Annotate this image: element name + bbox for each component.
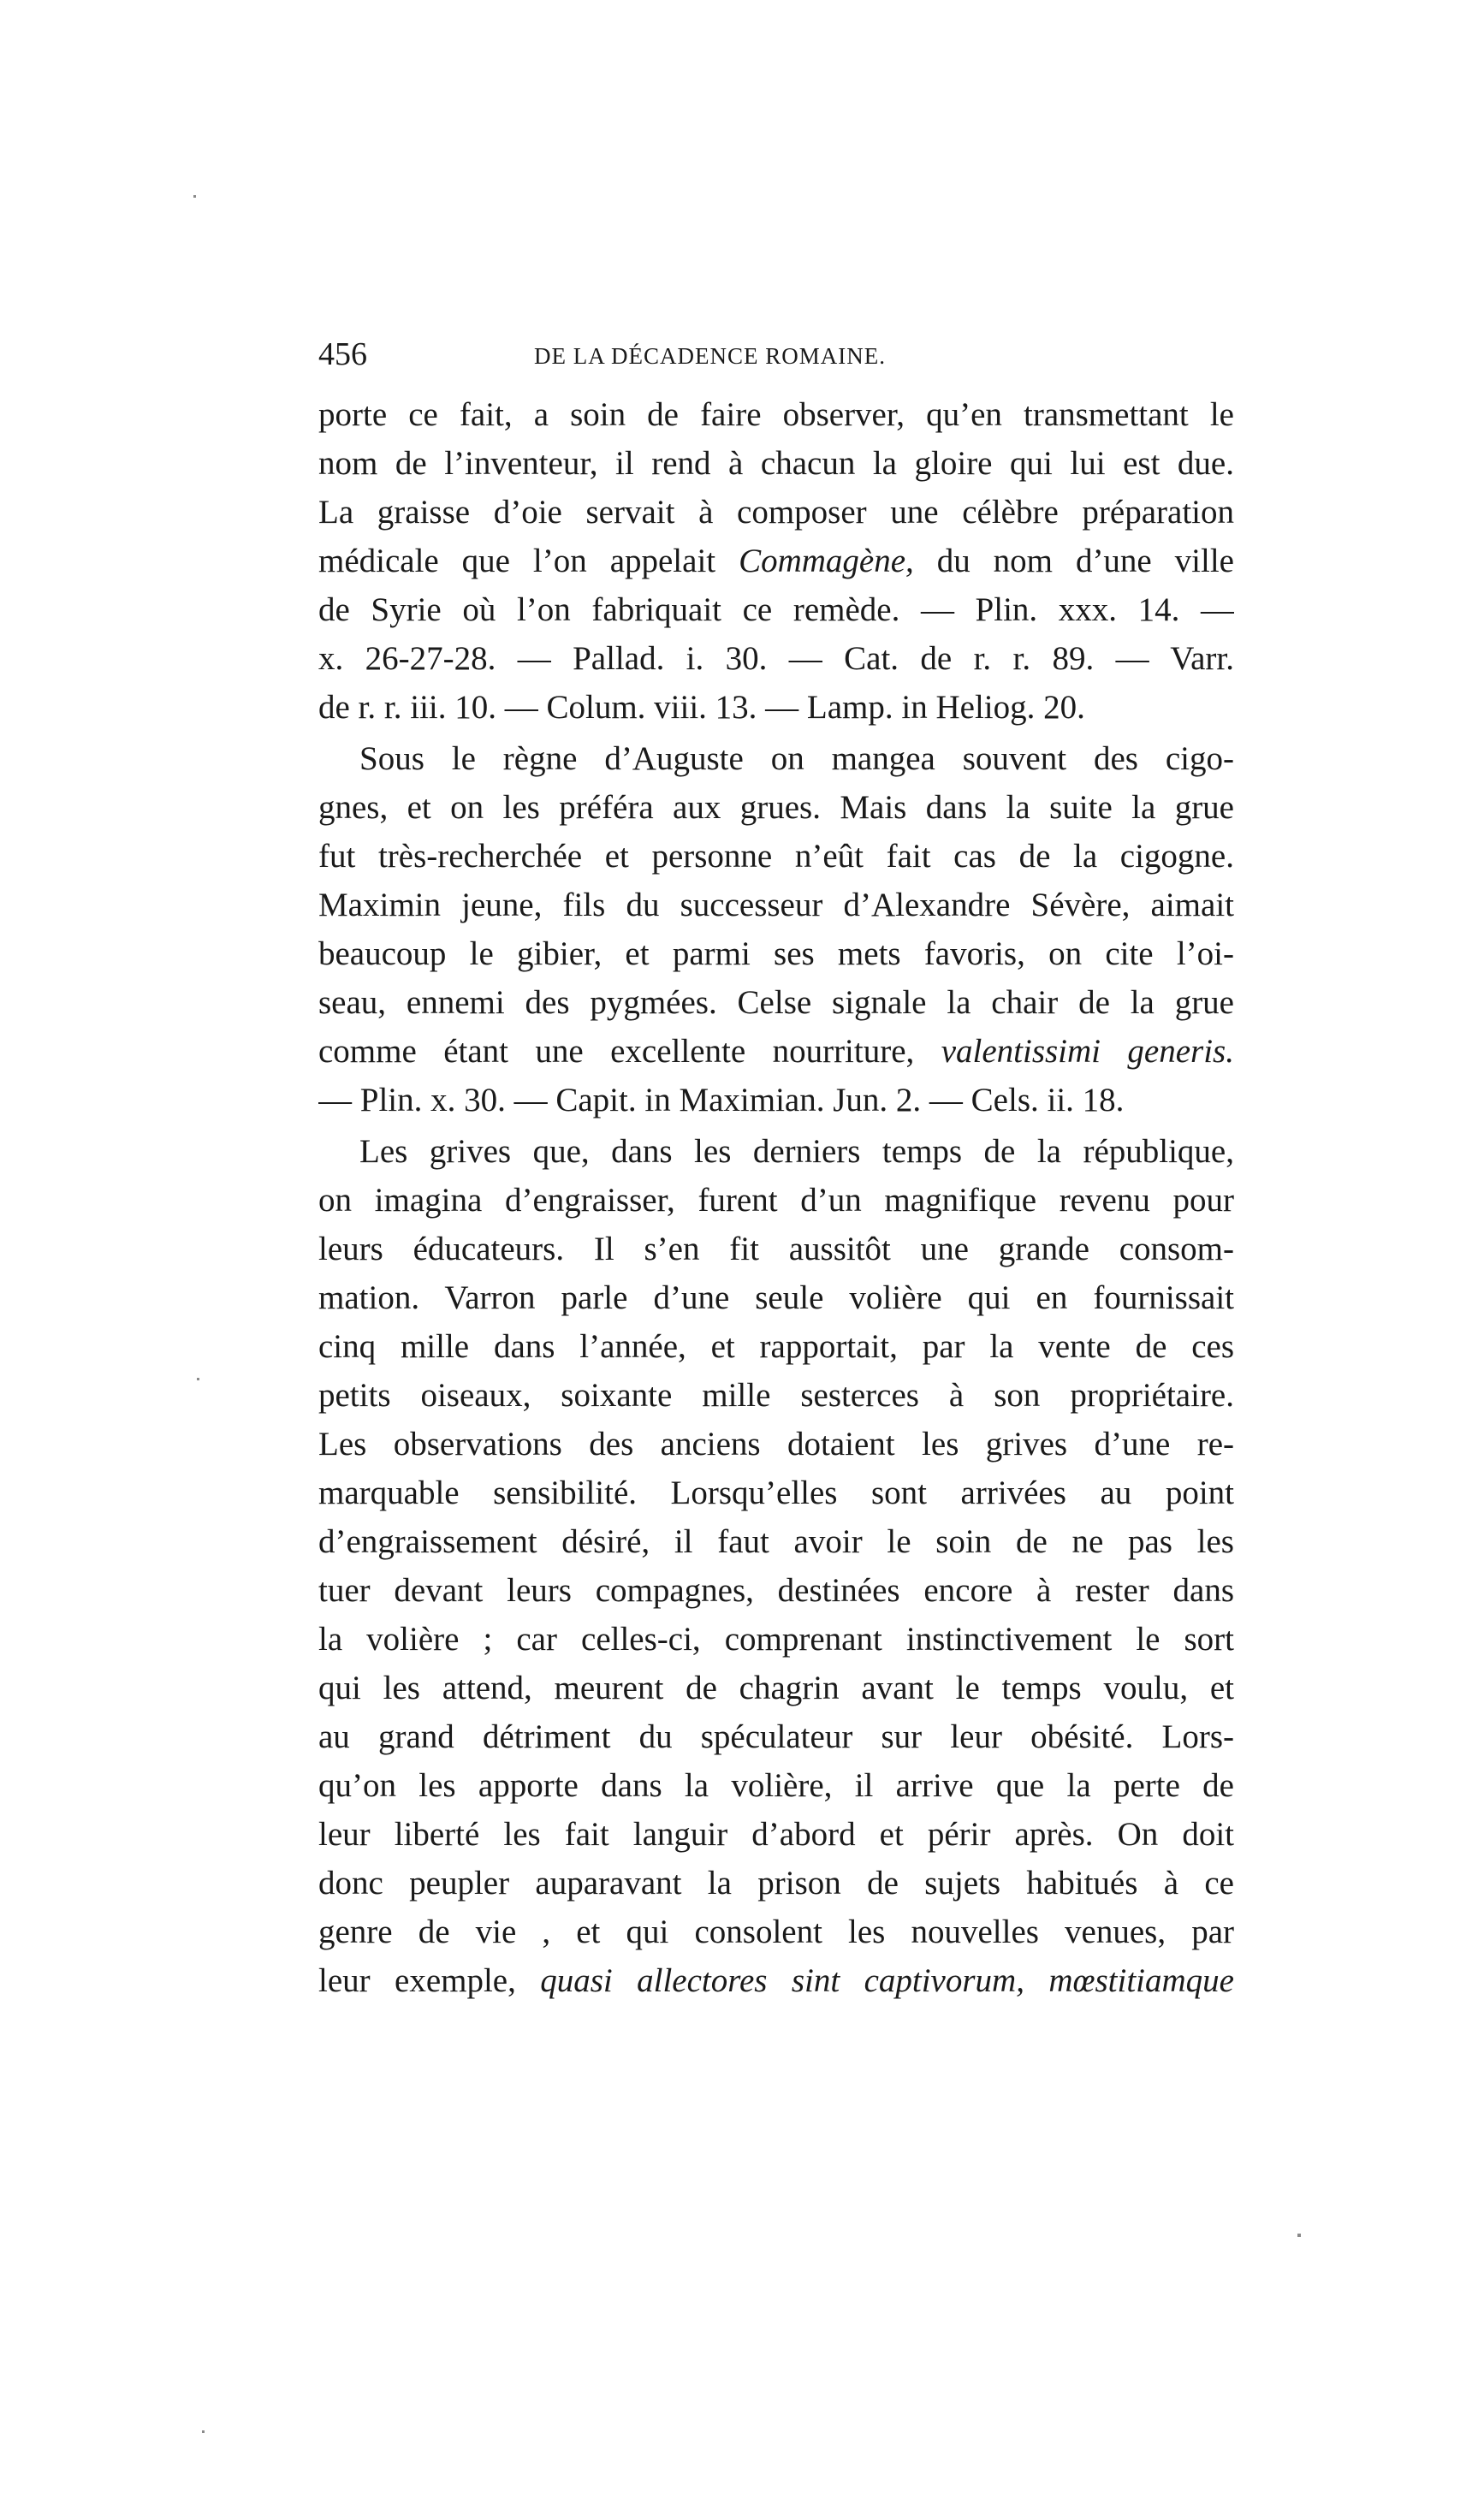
text-line — [318, 439, 1234, 488]
text-segment: de r. r. iii. 10. — Colum. viii. 13. — Lamp. in Heliog. 20. — [318, 689, 1085, 726]
text-segment: marquable sensibilité. Lorsqu’elles sont arrivées au point — [318, 1474, 1234, 1511]
paragraph — [318, 390, 1234, 732]
text-segment: La graisse d’oie servait à composer une célèbre préparation — [318, 494, 1234, 531]
text-segment: donc peupler auparavant la prison de sujets habitués à ce — [318, 1865, 1234, 1902]
text-segment: porte ce fait, a soin de faire observer, qu’en transmettant le — [318, 396, 1234, 433]
text-line — [318, 783, 1234, 832]
text-segment: seau, ennemi des pygmées. Celse signale la chair de la grue — [318, 984, 1234, 1021]
scan-speck — [1297, 2234, 1301, 2237]
text-segment: Les observations des anciens dotaient les grives d’une re- — [318, 1426, 1234, 1463]
text-segment: valentissimi generis. — [941, 1033, 1234, 1070]
text-line — [318, 585, 1234, 634]
text-line — [318, 1761, 1234, 1810]
text-segment: la volière ; car celles-ci, comprenant instinctivement le sort — [318, 1621, 1234, 1658]
text-line — [318, 1027, 1234, 1076]
text-segment: x. 26-27-28. — Pallad. i. 30. — Cat. de r. r. 89. — Varr. — [318, 640, 1234, 677]
paragraph — [318, 1127, 1234, 2005]
text-line — [318, 1273, 1234, 1322]
text-segment: genre de vie , et qui consolent les nouvelles venues, par — [318, 1914, 1234, 1950]
text-segment: Sous le règne d’Auguste on mangea souvent des cigo- — [359, 740, 1234, 777]
text-line — [318, 1176, 1234, 1225]
text-segment: leurs éducateurs. Il s’en fit aussitôt une grande consom- — [318, 1231, 1234, 1267]
text-line — [318, 1956, 1234, 2005]
text-line — [318, 1664, 1234, 1712]
body-text — [318, 390, 1234, 2005]
text-line — [318, 1322, 1234, 1371]
text-segment: mation. Varron parle d’une seule volière qui en fournissait — [318, 1279, 1234, 1316]
text-segment: petits oiseaux, soixante mille sesterces à son propriétaire. — [318, 1377, 1234, 1414]
text-line — [318, 832, 1234, 881]
paragraph — [318, 734, 1234, 1124]
text-segment: de Syrie où l’on fabriquait ce remède. — Plin. xxx. 14. — — [318, 591, 1234, 628]
text-line — [318, 1859, 1234, 1908]
text-segment: leur exemple, — [318, 1962, 541, 1999]
text-segment: cinq mille dans l’année, et rapportait, par la vente de ces — [318, 1328, 1234, 1365]
text-line — [318, 1420, 1234, 1469]
text-line — [318, 683, 1234, 732]
text-line — [318, 1566, 1234, 1615]
text-line — [318, 881, 1234, 929]
scan-speck — [202, 2430, 205, 2433]
text-segment: médicale que l’on appelait — [318, 543, 739, 579]
running-title: DE LA DÉCADENCE ROMAINE. — [534, 343, 886, 369]
text-segment: qu’on les apporte dans la volière, il arrive que la perte de — [318, 1767, 1234, 1804]
text-segment: leur liberté les fait languir d’abord et périr après. On doit — [318, 1816, 1234, 1853]
text-line — [318, 634, 1234, 683]
text-segment: d’engraissement désiré, il faut avoir le soin de ne pas les — [318, 1523, 1234, 1560]
text-line — [318, 734, 1234, 783]
text-segment: beaucoup le gibier, et parmi ses mets favoris, on cite l’oi- — [318, 935, 1234, 972]
text-segment: du nom d’une ville — [913, 543, 1234, 579]
text-line — [318, 390, 1234, 439]
scan-speck — [197, 1378, 199, 1380]
text-segment: on imagina d’engraisser, furent d’un magnifique revenu pour — [318, 1182, 1234, 1219]
scan-speck — [193, 195, 196, 198]
text-segment: comme étant une excellente nourriture, — [318, 1033, 941, 1070]
text-segment: Les grives que, dans les derniers temps de la république, — [359, 1133, 1234, 1170]
text-line — [318, 1810, 1234, 1859]
page-header — [318, 334, 1234, 377]
text-line — [318, 1127, 1234, 1176]
text-line — [318, 488, 1234, 537]
text-line — [318, 1615, 1234, 1664]
text-line — [318, 1225, 1234, 1273]
text-line — [318, 978, 1234, 1027]
text-segment: gnes, et on les préféra aux grues. Mais dans la suite la grue — [318, 789, 1234, 826]
text-segment: Commagène, — [739, 543, 914, 579]
text-segment: Maximin jeune, fils du successeur d’Alexandre Sévère, aimait — [318, 887, 1234, 923]
page-number: 456 — [318, 336, 367, 372]
text-segment: fut très-recherchée et personne n’eût fait cas de la cigogne. — [318, 838, 1234, 875]
text-segment: quasi allectores sint captivorum, mœstitiamque — [540, 1962, 1234, 1999]
text-line — [318, 1712, 1234, 1761]
text-line — [318, 1076, 1234, 1124]
text-segment: — Plin. x. 30. — Capit. in Maximian. Jun. 2. — Cels. ii. 18. — [318, 1082, 1125, 1118]
text-line — [318, 1469, 1234, 1517]
text-segment: tuer devant leurs compagnes, destinées encore à rester dans — [318, 1572, 1234, 1609]
text-line — [318, 537, 1234, 585]
text-line — [318, 929, 1234, 978]
text-segment: qui les attend, meurent de chagrin avant le temps voulu, et — [318, 1670, 1234, 1706]
text-line — [318, 1371, 1234, 1420]
text-line — [318, 1908, 1234, 1956]
text-line — [318, 1517, 1234, 1566]
text-segment: au grand détriment du spéculateur sur leur obésité. Lors- — [318, 1718, 1234, 1755]
text-segment: nom de l’inventeur, il rend à chacun la gloire qui lui est due. — [318, 445, 1234, 482]
